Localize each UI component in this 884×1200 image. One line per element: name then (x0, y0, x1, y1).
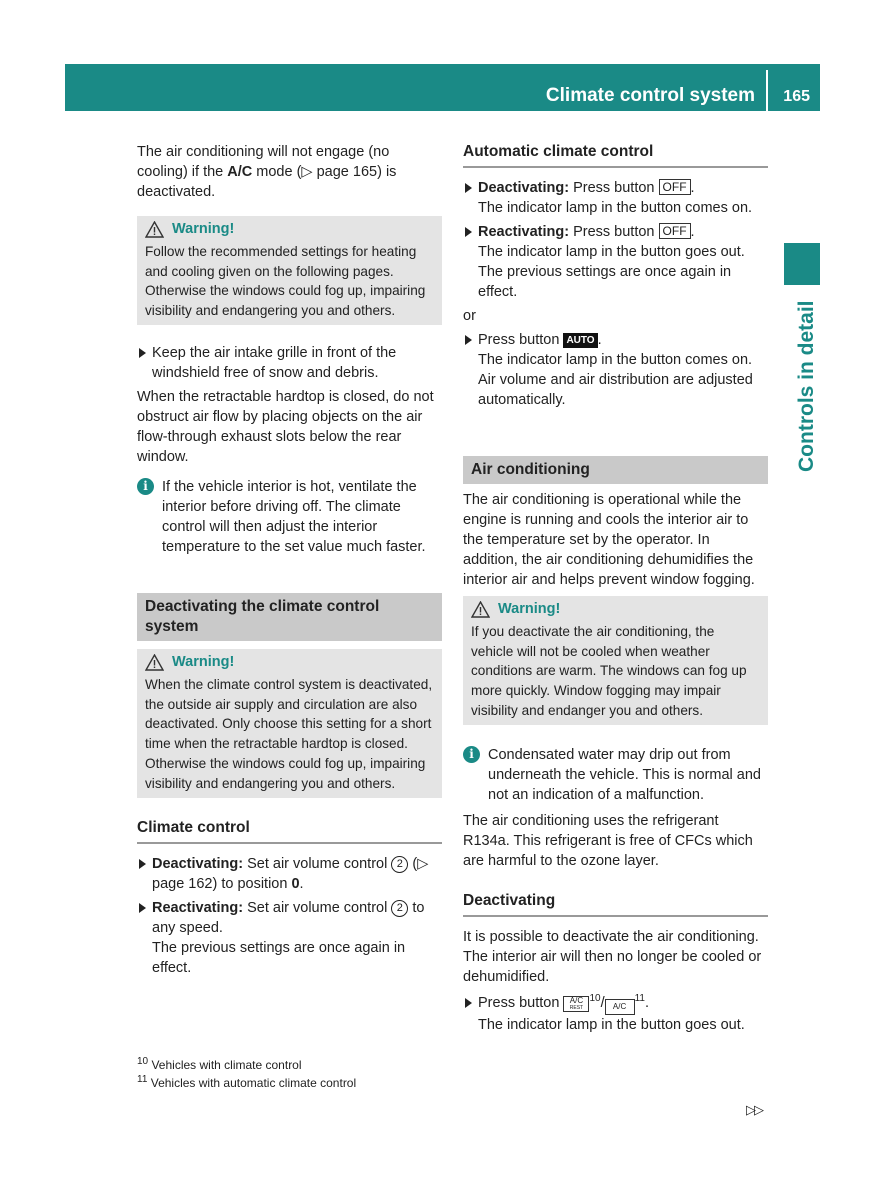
off-button-icon: OFF (659, 179, 691, 195)
next-page-icon: ▷▷ (746, 1102, 762, 1117)
info-icon: i (463, 746, 480, 763)
warning-title: Warning! (471, 600, 760, 620)
list-item-continuation: The previous settings are once again in effect. (152, 939, 406, 976)
warning-title: Warning! (145, 220, 434, 240)
ac-paragraph: The air conditioning is operational while the engine is running and cools the interior air to the temperature set by the operator. In addition, the air conditioning dehumidifies the interior air and helps prevent window fogging. (463, 492, 755, 588)
section-heading-deactivating: Deactivating (463, 891, 768, 917)
left-column (137, 142, 442, 982)
footnotes (137, 1056, 442, 1092)
footnote-10: $^{10}$ Vehicles with climate control (137, 1056, 302, 1072)
footnote-11: $^{11}$ Vehicles with automatic climate control (137, 1074, 357, 1090)
off-button-icon: OFF (659, 223, 691, 239)
auto-button-icon: AUTO (563, 333, 597, 348)
section-heading-deactivating-climate: Deactivating the climate control system (137, 593, 442, 641)
warning-body: If you deactivate the air conditioning, the vehicle will not be cooled when weather conditions are warm. The windows can fog up more quickly. Window fogging may impair visibility and endanger you and others. (471, 623, 747, 718)
info-icon: i (137, 478, 154, 495)
control-number-badge: 2 (391, 900, 408, 917)
intro-paragraph: The air conditioning will not engage (no cooling) if the A/C mode (▷ page 165) is deactivated. (137, 144, 397, 200)
list-item: Keep the air intake grille in front of the windshield free of snow and debris. (137, 343, 442, 383)
warning-box (463, 596, 768, 725)
warning-title: Warning! (145, 653, 434, 673)
right-column (463, 142, 768, 1039)
control-number-badge: 2 (391, 856, 408, 873)
warning-triangle-icon (471, 601, 490, 618)
warning-body: When the climate control system is deactivated, the outside air supply and circulation are also deactivated. Only choose this setting for a short time when the retractable hardtop is closed. Otherwise the windows could fog up, impairing visibility and endangering you and others. (145, 676, 433, 791)
list-item: Deactivating: Press button OFF . The indicator lamp in the button comes on. (463, 178, 768, 218)
bullet-arrow-icon (139, 903, 146, 913)
info-note: i If the vehicle interior is hot, ventilate the interior before driving off. The climate control will then adjust the interior temperature to the set value much faster. (137, 477, 442, 557)
warning-triangle-icon (145, 221, 164, 238)
warning-box (137, 649, 442, 798)
warning-box (137, 216, 442, 325)
section-heading-climate-control: Climate control (137, 818, 442, 844)
warning-body: Follow the recommended settings for heating and cooling given on the following pages. Otherwise the windows could fog up, impairing visibility and endangering you and others. (145, 243, 426, 319)
list-item: Reactivating: Press button OFF . The indicator lamp in the button goes out. The previous settings are once again in effect. (463, 222, 768, 302)
refrigerant-paragraph: The air conditioning uses the refrigerant R134a. This refrigerant is free of CFCs which are harmful to the ozone layer. (463, 812, 753, 869)
bullet-arrow-icon (465, 227, 472, 237)
page-title: Climate control system (545, 85, 755, 106)
ac-rest-button-icon: A/C REST (563, 996, 589, 1012)
bullet-arrow-icon (465, 335, 472, 345)
section-heading-air-conditioning: Air conditioning (463, 456, 768, 484)
ac-button-icon: A/C (605, 999, 635, 1015)
list-item: Press button A/C REST $^{10}$/ $A/C^{11}$. The indicator lamp in the button goes out. (463, 993, 768, 1035)
bullet-arrow-icon (139, 348, 146, 358)
page-number: 165 (783, 88, 810, 105)
info-note: i Condensated water may drip out from underneath the vehicle. This is normal and not an indication of a malfunction. (463, 745, 768, 805)
header-bar (65, 64, 820, 111)
ac-mode-label: A/C (227, 164, 253, 180)
list-item: Press button AUTO . The indicator lamp in the button comes on. Air volume and air distribution are adjusted automatically. (463, 330, 768, 410)
warning-triangle-icon (145, 654, 164, 671)
list-item: Reactivating: Set air volume control 2 to any speed. The previous settings are once again in effect. (137, 898, 442, 978)
side-tab-label: Controls in detail (795, 300, 818, 472)
bullet-arrow-icon (465, 183, 472, 193)
hardtop-paragraph: When the retractable hardtop is closed, do not obstruct air flow by placing objects on the air flow-through exhaust slots below the rear window. (137, 388, 434, 465)
header-divider (766, 70, 768, 111)
deactivating-paragraph: It is possible to deactivate the air conditioning. The interior air will then no longer be cooled or dehumidified. (463, 928, 762, 985)
bullet-arrow-icon (465, 998, 472, 1008)
list-item: Deactivating: Set air volume control 2 (▷ page 162) to position 0. (137, 854, 442, 894)
bullet-arrow-icon (139, 859, 146, 869)
or-text: or (463, 308, 476, 324)
section-heading-automatic: Automatic climate control (463, 142, 768, 168)
